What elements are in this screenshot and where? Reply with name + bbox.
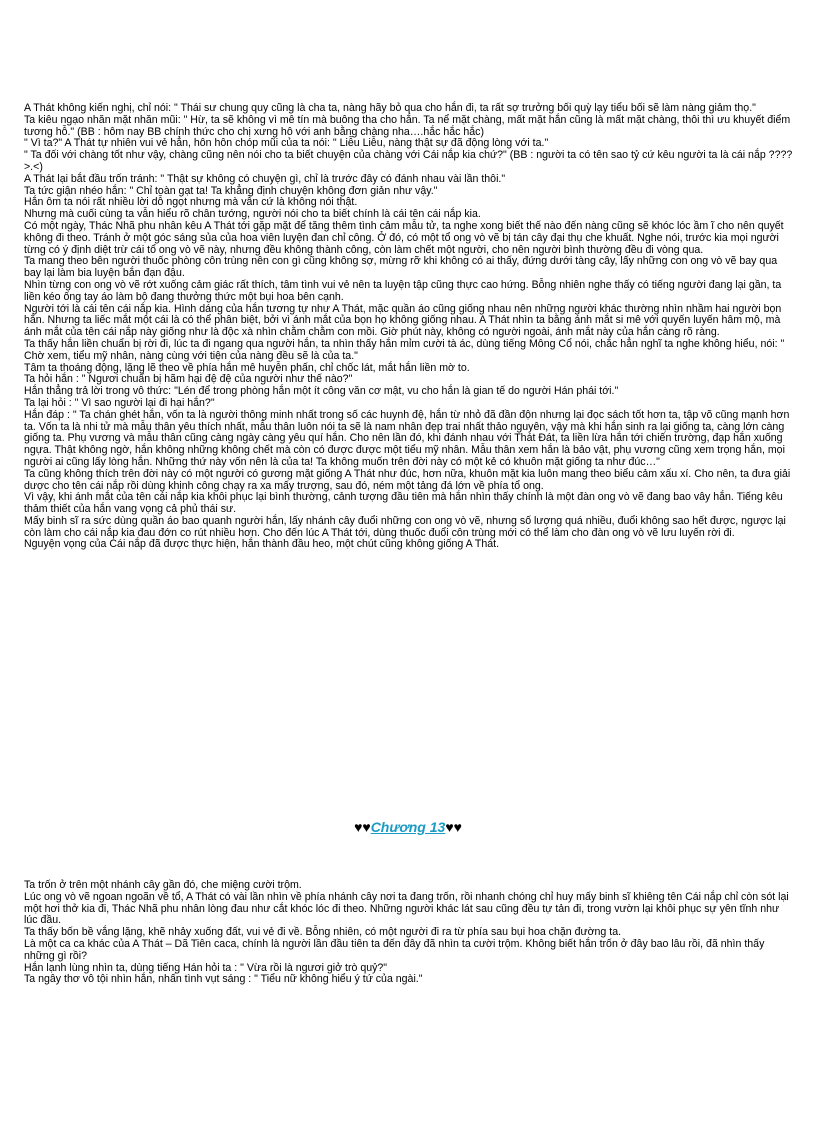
paragraph: Nhìn từng con ong vò vẽ rớt xuống cảm giác rất thích, tâm tình vui vẻ nên ta luyện tập cũng thực cao hứng. Bỗng nhiên nghe thấy có tiếng người đang lại gần, ta liền kéo ống tay áo làm bộ đang thưởng thức một bụi hoa bên cạnh. (24, 278, 782, 303)
paragraph: A Thát lại bắt đầu trốn tránh: " Thật sự không có chuyện gì, chỉ là trước đây có đánh nhau vài lần thôi." (24, 172, 506, 185)
paragraph: " Vì ta?" A Thát tự nhiên vui vẻ hẳn, hôn hôn chóp mũi của ta nói: " Liễu Liễu, nàng thật sự đã động lòng với ta." (24, 137, 549, 150)
paragraph: Lúc ong vò vẽ ngoan ngoãn về tổ, A Thát có vài lần nhìn về phía nhánh cây nơi ta đang trốn, rồi nhanh chóng chỉ huy mấy binh sĩ khiêng tên Cái nắp chỉ còn sót lại một hơi thở kia đi, Thác Nhã phu nhân lòng đau như cắt khóc lóc đi theo. Những người khác lát sau cũng đều tự tản đi, trong vườn lại khôi phục sự yên tĩnh như lúc đầu. (24, 890, 789, 927)
paragraph: Ta lại hỏi : " Vì sao người lại đi hại hắn?" (24, 396, 215, 409)
paragraph: Ta thấy hắn liền chuẩn bị rời đi, lúc ta đi ngang qua người hắn, ta nhìn thấy hắn mỉm cười tà ác, dùng tiếng Mông Cổ nói, chắc hẳn nghĩ ta nghe không hiểu, nói: " Chờ xem, tiểu mỹ nhân, nàng cùng với tiện của nàng đều sẽ là của ta." (24, 337, 785, 362)
hearts-left-icon: ♥♥ (354, 819, 371, 835)
chapter-title-link[interactable]: Chương 13 (370, 819, 446, 835)
story-section-one (24, 103, 794, 551)
story-section-two (24, 880, 794, 986)
paragraph: Nhưng mà cuối cùng ta vẫn hiểu rõ chân tướng, người nói cho ta biết chính là cái tên cái nắp kia. (24, 208, 481, 221)
paragraph: Nguyện vọng của Cái nắp đã được thực hiện, hắn thành đầu heo, một chút cũng không giống A Thát. (24, 538, 500, 551)
paragraph: Ta hỏi hắn : " Ngươi chuẩn bị hãm hại đệ đệ của người như thế nào?" (24, 373, 353, 386)
paragraph: Ta ngây thơ vô tội nhìn hắn, nhấn tình vụt sáng : " Tiểu nữ không hiểu ý tứ của ngài." (24, 973, 423, 986)
paragraph: Hắn lạnh lùng nhìn ta, dùng tiếng Hán hỏi ta : " Vừa rồi là ngươi giở trò quỷ?" (24, 961, 388, 974)
paragraph: " Ta đối với chàng tốt như vậy, chàng cũng nên nói cho ta biết chuyện của chàng với Cái nắp kia chứ?" (BB : người ta có tên sao tỷ cứ kêu người ta là cái nắp ???? >.<) (24, 149, 793, 173)
paragraph: Ta thấy bốn bề vắng lặng, khẽ nhảy xuống đất, vui vẻ đi về. Bỗng nhiên, có một người đi ra từ phía sau bụi hoa chặn đường ta. (24, 926, 622, 939)
paragraph: Ta mang theo bên người thuốc phòng côn trùng nên con gì cũng không sợ, mừng rỡ khi không có ai thấy, đứng dưới tàng cây, lấy những con ong vò vẽ bay qua bay lại làm bia luyện bắn đạn đậu. (24, 255, 778, 280)
paragraph: Mấy binh sĩ ra sức dùng quần áo bao quanh người hắn, lấy nhánh cây đuổi những con ong vò vẽ, nhưng số lượng quá nhiều, đuổi không sao hết được, ngược lại còn làm cho cái nắp kia đau đớn co rút nhiều hơn. Cho đến lúc A Thát tới, dùng thuốc đuổi côn trùng mới có thể làm cho đàn ong vò vẽ lưu luyến rời đi. (24, 514, 786, 539)
paragraph: Vì vậy, khi ánh mắt của tên cái nắp kia khôi phục lại bình thường, cảnh tượng đầu tiên mà hắn nhìn thấy chính là một đàn ong vò vẽ đang bao vây hắn. Tiếng kêu thảm thiết của hắn vang vọng cả phủ thái sư. (24, 491, 783, 516)
paragraph: Hắn đáp : " Ta chán ghét hắn, vốn ta là người thông minh nhất trong số các huynh đệ, hắn từ nhỏ đã đần độn nhưng lại đọc sách tốt hơn ta, tập võ cũng mạnh hơn ta. Vốn ta là nhi tử mà mẫu thân yêu thích nhất, mẫu thân luôn nói ta sẽ là nam nhân đẹp trai nhất thảo nguyên, vậy mà khi hắn sinh ra lại giống ta, càng lớn càng giống ta. Phụ vương và mẫu thân cũng càng ngày càng yêu quí hắn. Cho nên lần đó, khi đánh nhau với Thát Đát, ta liền lừa hắn tới chiến trường, đạp hắn xuống ngựa. Thật không ngờ, hắn không những không chết mà còn có được được một tiểu mỹ nhân. Mẫu thân xem hắn là bảo vật, phụ vương cũng xem trọng hắn, mọi người ai cũng lấy lòng hắn. Những thứ này vốn nên là của ta! Ta không muốn trên đời này có một kẻ có khuôn mặt giống ta như đúc…" (24, 408, 790, 468)
paragraph: Là một ca ca khác của A Thát – Dã Tiên caca, chính là người lần đầu tiên ta đến đây đã nhìn ta cười trộm. Không biết hắn trốn ở đây bao lâu rồi, đã nhìn thấy những gì rồi? (24, 937, 765, 962)
paragraph: Tâm ta thoáng động, lặng lẽ theo về phía hắn mê huyễn phấn, chỉ chốc lát, mắt hắn liền mờ to. (24, 361, 470, 374)
chapter-heading (0, 818, 816, 836)
paragraph: Ta cũng không thích trên đời này có một người có gương mặt giống A Thát như đúc, hơn nữa, khuôn mặt kia luôn mang theo biểu cảm xấu xí. Cho nên, ta đưa giải dược cho tên cái nắp rồi dùng khinh công chạy ra xa mấy trượng, sau đó, ném một tảng đá lớn về phía tổ ong. (24, 467, 791, 492)
paragraph: Ta tức giận nhéo hắn: " Chỉ toàn gạt ta! Ta khẳng định chuyện không đơn giản như vậy." (24, 184, 438, 197)
paragraph: Có một ngày, Thác Nhã phu nhân kêu A Thát tới gặp mặt để tăng thêm tình cảm mẫu tử, ta nghe xong biết thế nào đến nàng cũng sẽ khóc lóc ầm ĩ cho nên quyết không đi theo. Tránh ở một góc sáng sủa của hoa viên luyện đan chỉ công. Ở đó, có một tổ ong vò vẽ bị tán cây đại thụ che khuất. Nghe nói, trước kia mọi người từng có ý định diệt trừ cái tổ ong vò vẽ này, nhưng đều không thành công, còn làm chết một người, cho nên người bình thường đều đi vòng qua. (24, 219, 784, 256)
paragraph: A Thát không kiến nghị, chỉ nói: " Thái sư chung quy cũng là cha ta, nàng hãy bỏ qua cho hắn đi, ta rất sợ trưởng bối quỳ lạy tiểu bối sẽ làm nàng giảm thọ." (24, 102, 756, 114)
paragraph: Ta trốn ở trên một nhánh cây gần đó, che miệng cười trộm. (24, 879, 302, 891)
paragraph: Hắn thẳng trả lời trong vô thức: "Lén để trong phòng hắn một ít công văn cơ mật, vu cho hắn là gian tế do người Hán phái tới." (24, 385, 619, 398)
paragraph: Hắn ôm ta nói rất nhiều lời dỗ ngọt nhưng mà vẫn cứ là không nói thật. (24, 196, 358, 209)
paragraph: Người tới là cái tên cái nắp kia. Hình dáng của hắn tương tự như A Thát, mặc quần áo cũng giống nhau nên những người khác thường nhìn nhầm hai người bọn hắn. Nhưng ta liếc mắt một cái là có thể phân biệt, bởi vì ánh mắt của bọn họ không giống nhau. A Thát nhìn ta bằng ánh mắt si mê với quyến luyến hâm mộ, mà ánh mắt của tên cái nắp này giống như là độc xà nhìn chằm chằm con mồi. Giờ phút này, không có người ngoài, ánh mắt này của hắn càng rõ ràng. (24, 302, 782, 339)
paragraph: Ta kiêu ngạo nhăn mặt nhăn mũi: " Hừ, ta sẽ không vì mê tín mà buông tha cho hắn. Ta nể mặt chàng, mất mặt hắn cũng là mất mặt chàng, thôi thì ưu khuyết điểm tương hỗ." (BB : hôm nay BB chính thức cho chị xưng hô với anh bằng chàng nha….hắc hắc hắc) (24, 113, 791, 138)
hearts-right-icon: ♥♥ (445, 819, 462, 835)
